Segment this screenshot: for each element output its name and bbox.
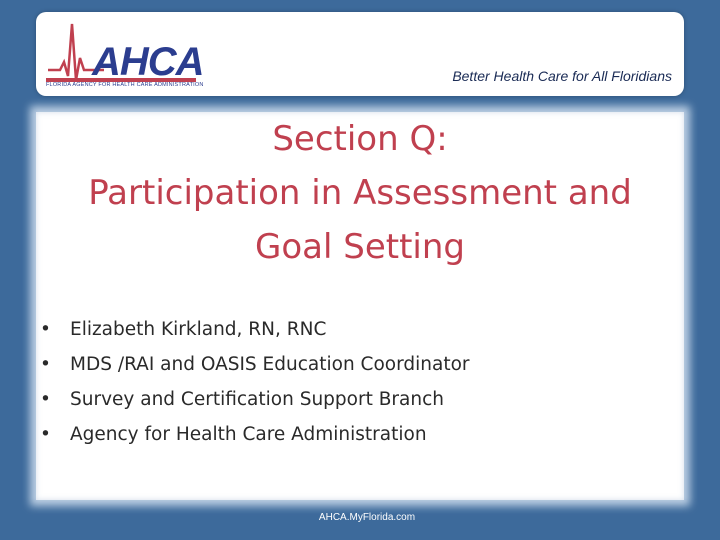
tagline: Better Health Care for All Floridians [452, 68, 672, 84]
slide-content-panel [36, 112, 684, 500]
slide-title-line: Section Q: [272, 119, 448, 159]
bullet-text: Survey and Certification Support Branch [70, 389, 444, 410]
slide-title-line: Participation in Assessment and [88, 173, 632, 213]
bullet-item [40, 417, 470, 452]
slide-title [36, 112, 684, 274]
bullet-item [40, 312, 470, 347]
bullet-text: MDS /RAI and OASIS Education Coordinator [70, 354, 470, 375]
bullet-list [40, 312, 470, 452]
bullet-text: Agency for Health Care Administration [70, 424, 427, 445]
bullet-item [40, 347, 470, 382]
slide-title-line: Goal Setting [255, 227, 465, 267]
logo-subtext: FLORIDA AGENCY FOR HEALTH CARE ADMINISTRATION [46, 82, 204, 88]
bullet-text: Elizabeth Kirkland, RN, RNC [70, 319, 327, 340]
logo-wordmark: AHCA [92, 40, 204, 84]
bullet-dot: • [40, 424, 51, 445]
bullet-dot: • [40, 389, 51, 410]
bullet-dot: • [40, 319, 51, 340]
bullet-item [40, 382, 470, 417]
header-banner [36, 12, 684, 96]
bullet-dot: • [40, 354, 51, 375]
footer-url[interactable]: AHCA.MyFlorida.com [318, 512, 416, 523]
